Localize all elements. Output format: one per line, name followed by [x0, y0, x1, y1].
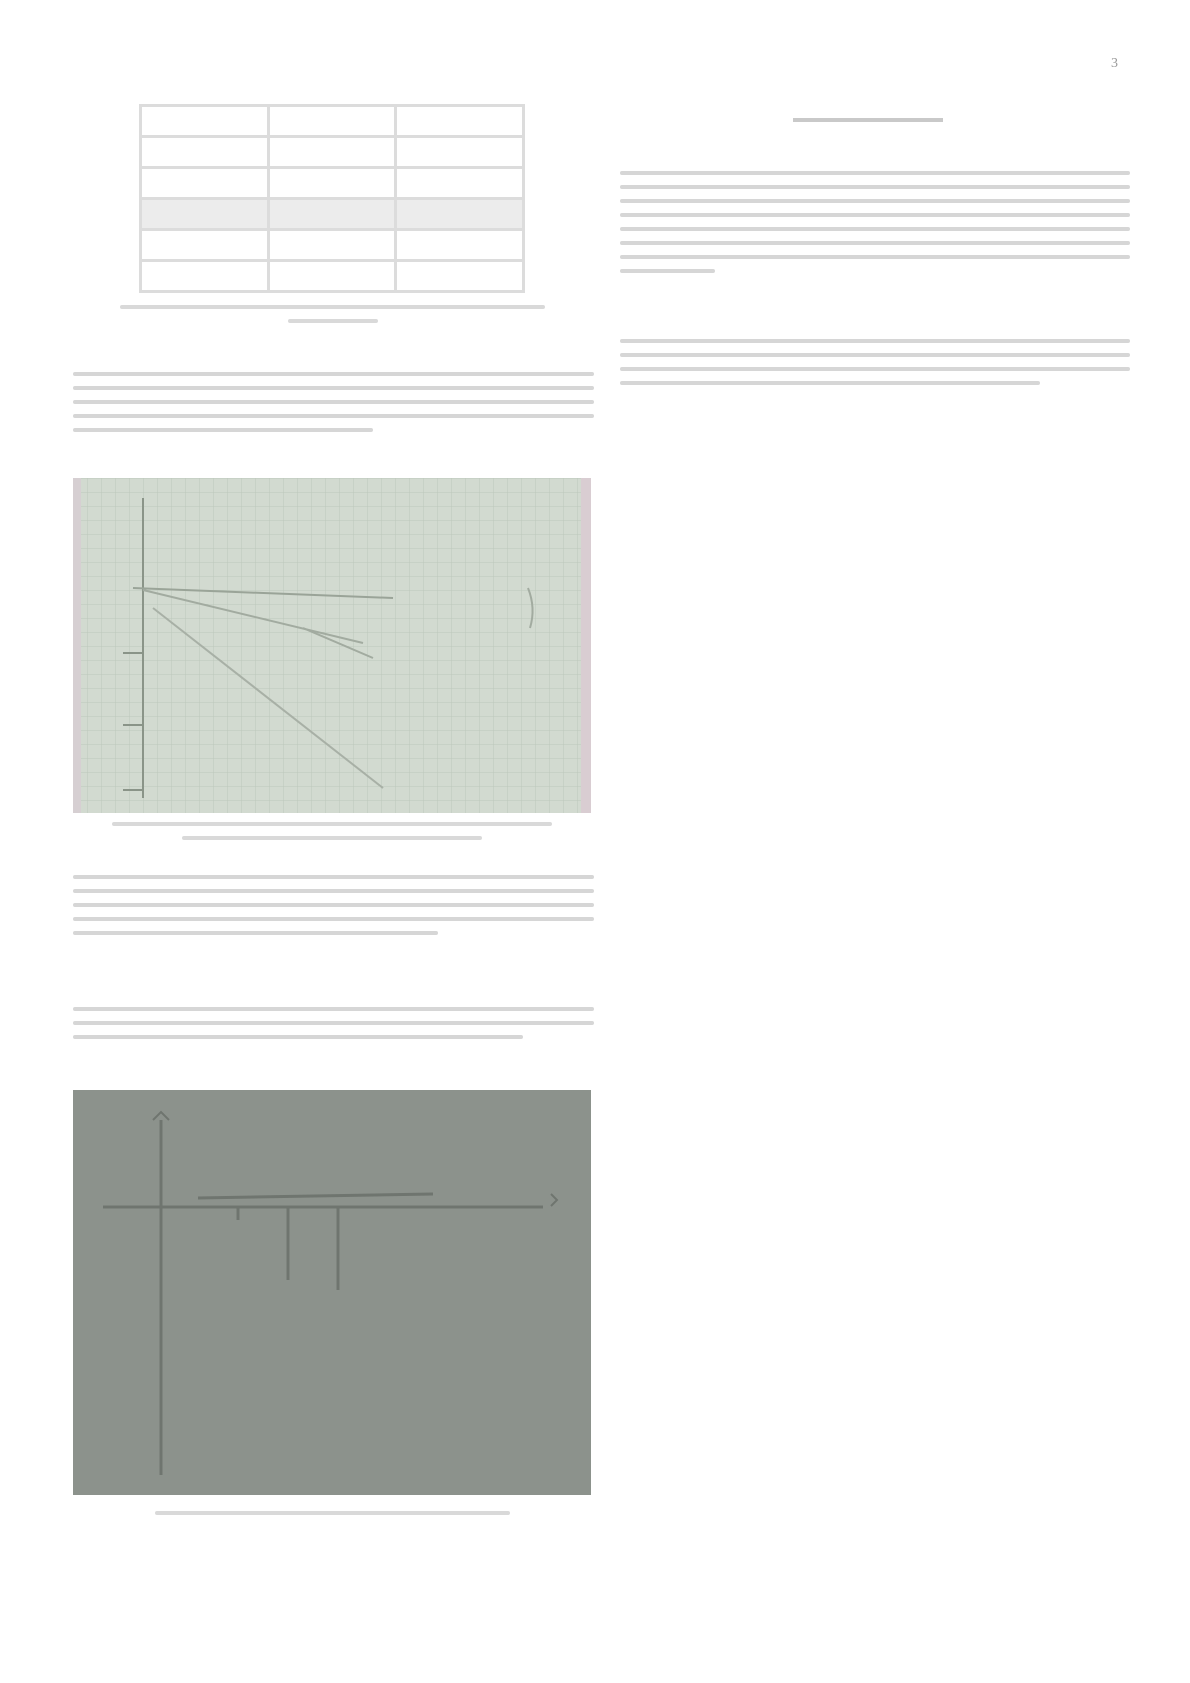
table-header-cell — [268, 106, 396, 137]
paragraph-2 — [73, 875, 594, 945]
figure-2-caption — [155, 1511, 510, 1525]
conclusions-heading — [793, 114, 943, 126]
page-number: 3 — [1111, 56, 1118, 71]
table-cell — [396, 230, 524, 261]
table-header-cell — [141, 106, 269, 137]
table-cell — [396, 168, 524, 199]
table-cell — [141, 230, 269, 261]
table-cell — [268, 230, 396, 261]
table-cell — [141, 199, 269, 230]
table-cell — [268, 261, 396, 292]
table-cell — [268, 168, 396, 199]
table-caption — [120, 305, 545, 333]
figure-2-photo — [73, 1090, 591, 1495]
table-cell — [141, 261, 269, 292]
table-header-row — [141, 106, 524, 137]
conclusions-paragraph-1 — [620, 171, 1130, 283]
table-row — [141, 168, 524, 199]
conclusions-paragraph-2 — [620, 339, 1130, 395]
figure-1-photo — [73, 478, 591, 813]
paragraph-1 — [73, 372, 594, 442]
table-row — [141, 261, 524, 292]
paragraph-3 — [73, 1007, 594, 1049]
table-cell — [268, 199, 396, 230]
table-header-cell — [396, 106, 524, 137]
table-cell — [141, 137, 269, 168]
table-cell — [396, 137, 524, 168]
figure-1-caption — [112, 822, 552, 850]
table-row — [141, 199, 524, 230]
table-row — [141, 137, 524, 168]
table-cell — [396, 199, 524, 230]
table-cell — [268, 137, 396, 168]
table-cell — [396, 261, 524, 292]
table-row — [141, 230, 524, 261]
table-cell — [141, 168, 269, 199]
results-table — [139, 104, 525, 293]
